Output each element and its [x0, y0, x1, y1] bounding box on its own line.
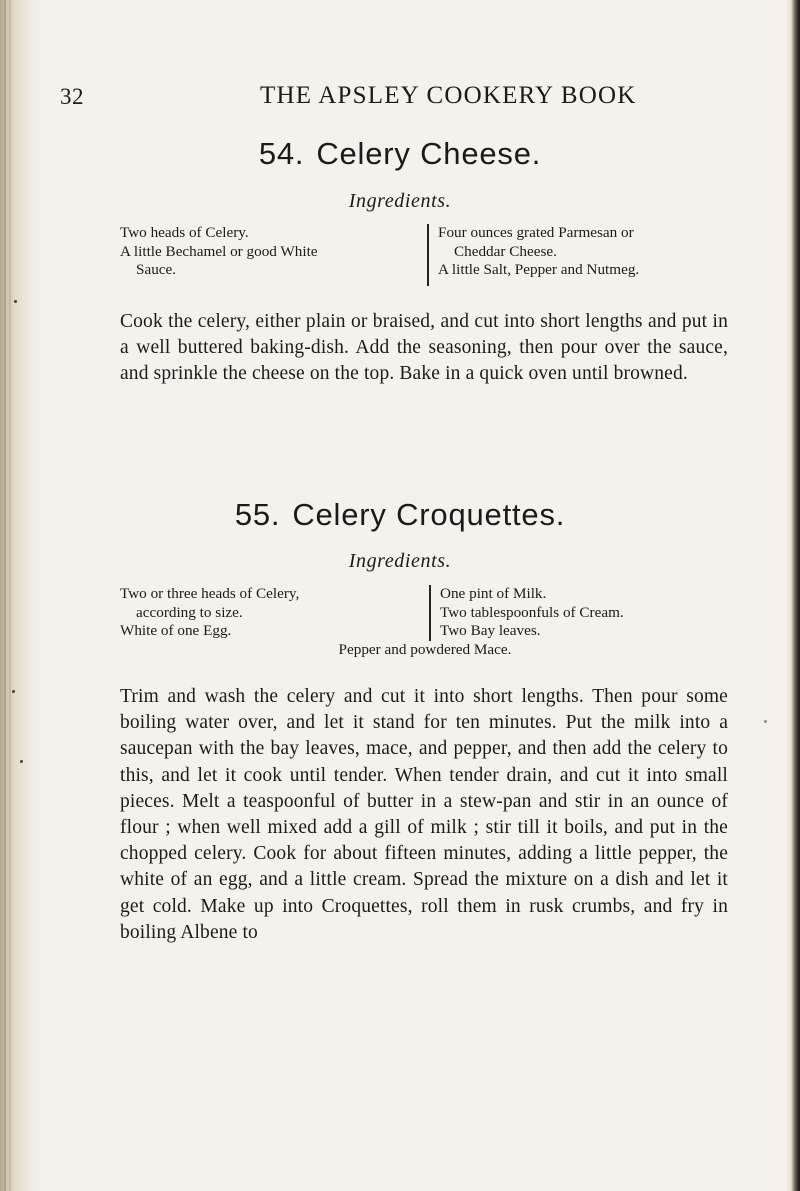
ingredients-label: Ingredients. [348, 550, 452, 572]
ingredients-list [120, 224, 730, 290]
page-number: 32 [60, 84, 84, 109]
page-left-edge [0, 0, 42, 1191]
ingredient-item: Two Bay leaves. [440, 622, 541, 639]
ingredient-item: Two or three heads of Celery, [120, 585, 300, 602]
ingredient-item: White of one Egg. [120, 622, 232, 639]
recipe-title: Celery Cheese. [316, 136, 542, 171]
ingredient-item: Sauce. [136, 261, 177, 278]
recipe-heading [0, 497, 800, 533]
ingredients-left-column [120, 224, 318, 280]
recipe-method: Trim and wash the celery and cut it into short lengths. Then pour some boiling water over, and let it stand for ten minutes. Put the milk into a saucepan with the bay leaves, mace, and pepper, and then add the celery to this, and let it cook until tender. When tender drain, and cut it into small pieces. Melt a teaspoonful of butter in a stew-pan and stir in an ounce of flour ; when well mixed add a gill of milk ; stir till it boils, and put in the chopped celery. Cook for about fifteen minutes, adding a little pepper, the white of an egg, and a little cream. Spread the mixture on a dish and let it get cold. Make up into Croquettes, roll them in rusk crumbs, and fry in boiling Albene to [120, 686, 728, 943]
ingredient-item: A little Salt, Pepper and Nutmeg. [438, 261, 640, 278]
ingredients-right-column [440, 585, 624, 641]
ingredient-item: Two tablespoonfuls of Cream. [440, 603, 624, 621]
ingredient-item: One pint of Milk. [440, 585, 547, 602]
recipe-heading [0, 136, 800, 172]
ingredient-item: Four ounces grated Parmesan or [438, 224, 634, 241]
ingredients-center-line [120, 641, 730, 660]
scan-fleck [14, 300, 17, 303]
ingredient-item: according to size. [136, 603, 243, 621]
ingredient-item: Pepper and powdered Mace. [338, 641, 512, 658]
ingredients-right-column [438, 224, 639, 280]
ingredient-item: Two heads of Celery. [120, 224, 249, 241]
recipe-number: 54. [258, 136, 305, 171]
running-head [60, 84, 760, 124]
recipe-title: Celery Croquettes. [292, 497, 566, 532]
recipe-number: 55. [234, 497, 281, 532]
ingredients-divider [429, 585, 431, 641]
ingredients-label: Ingredients. [348, 190, 452, 212]
scan-fleck [20, 760, 23, 763]
ingredient-item: A little Bechamel or good White [120, 242, 318, 260]
ingredient-item: Cheddar Cheese. [454, 242, 557, 260]
ingredients-left-column [120, 585, 299, 641]
scan-fleck [12, 690, 15, 693]
book-title: THE APSLEY COOKERY BOOK [260, 82, 637, 109]
scan-fleck [764, 720, 767, 723]
ingredients-divider [427, 224, 429, 286]
page-right-edge [786, 0, 800, 1191]
recipe-method: Cook the celery, either plain or braised, and cut into short lengths and put in a well buttered baking-dish. Add the seasoning, then pour over the sauce, and sprinkle the cheese on the top. Bake in a quick oven until browned. [120, 311, 728, 385]
ingredients-list [120, 585, 730, 669]
